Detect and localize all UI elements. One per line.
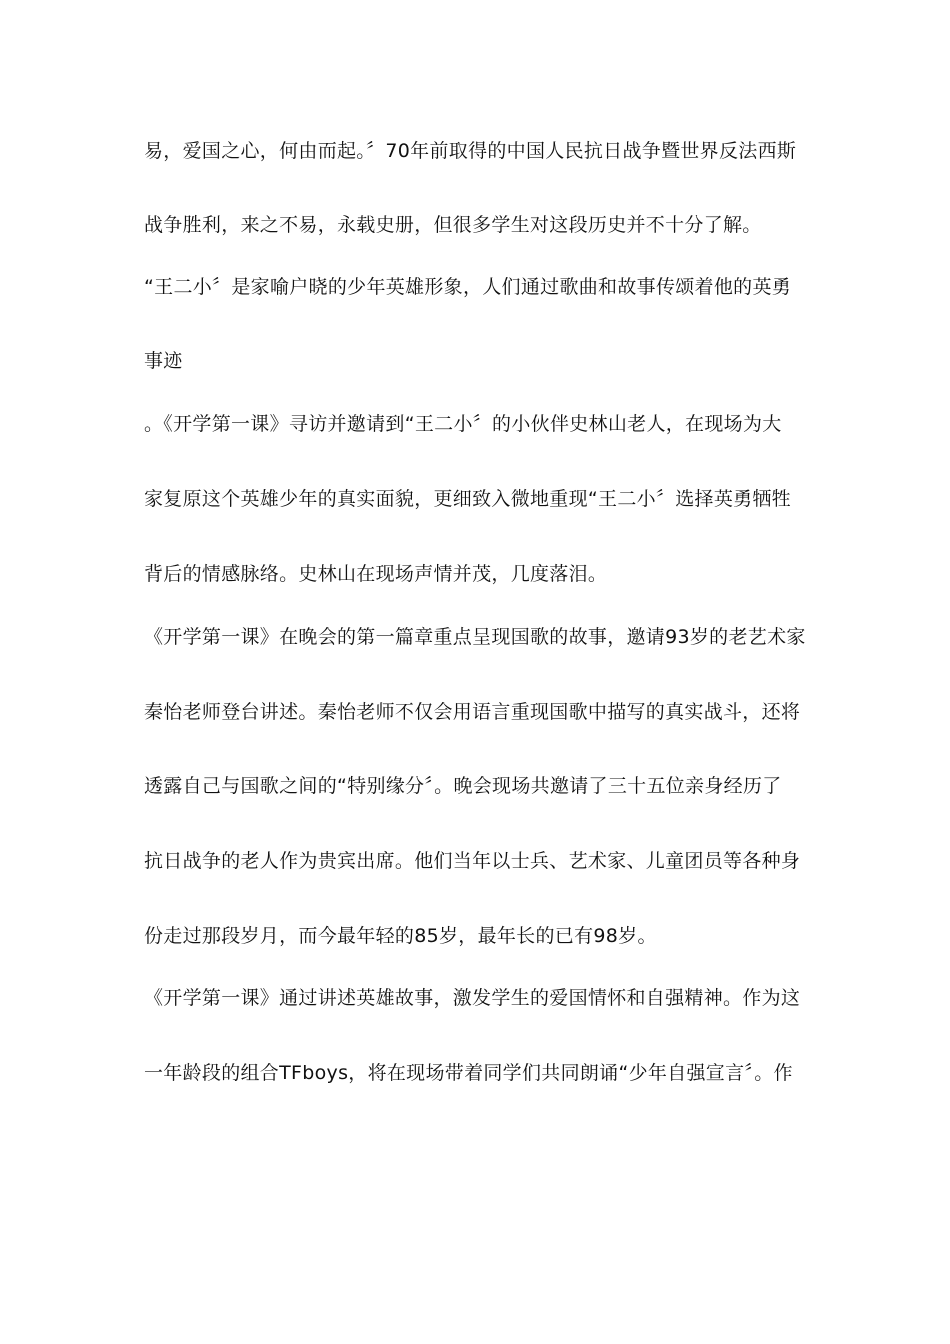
text-line: 《开学第一课》在晚会的第一篇章重点呈现国歌的故事，邀请93岁的老艺术家 — [144, 626, 806, 648]
text-line: 事迹 — [144, 350, 183, 372]
text-line: 易，爱国之心，何由而起。〞70年前取得的中国人民抗日战争暨世界反法西斯 — [144, 140, 797, 162]
text-line: 。《开学第一课》寻访并邀请到“王二小〞的小伙伴史林山老人，在现场为大 — [144, 413, 782, 435]
text-line: 战争胜利，来之不易，永载史册，但很多学生对这段历史并不十分了解。 — [144, 214, 762, 236]
text-line: 份走过那段岁月，而今最年轻的85岁，最年长的已有98岁。 — [144, 925, 657, 947]
text-line: 背后的情感脉络。史林山在现场声情并茂，几度落泪。 — [144, 563, 608, 585]
text-line: 透露自己与国歌之间的“特别缘分〞。晚会现场共邀请了三十五位亲身经历了 — [144, 775, 782, 797]
text-line: 家复原这个英雄少年的真实面貌，更细致入微地重现“王二小〞选择英勇牺牲 — [144, 488, 792, 510]
text-line: 秦怡老师登台讲述。秦怡老师不仅会用语言重现国歌中描写的真实战斗，还将 — [144, 701, 801, 723]
text-line: 一年龄段的组合TFboys，将在现场带着同学们共同朗诵“少年自强宣言〞。作 — [144, 1062, 793, 1084]
text-line: 抗日战争的老人作为贵宾出席。他们当年以士兵、艺术家、儿童团员等各种身 — [144, 850, 801, 872]
text-line: 《开学第一课》通过讲述英雄故事，激发学生的爱国情怀和自强精神。作为这 — [144, 987, 801, 1009]
text-line: “王二小〞是家喻户晓的少年英雄形象，人们通过歌曲和故事传颂着他的英勇 — [144, 276, 792, 298]
